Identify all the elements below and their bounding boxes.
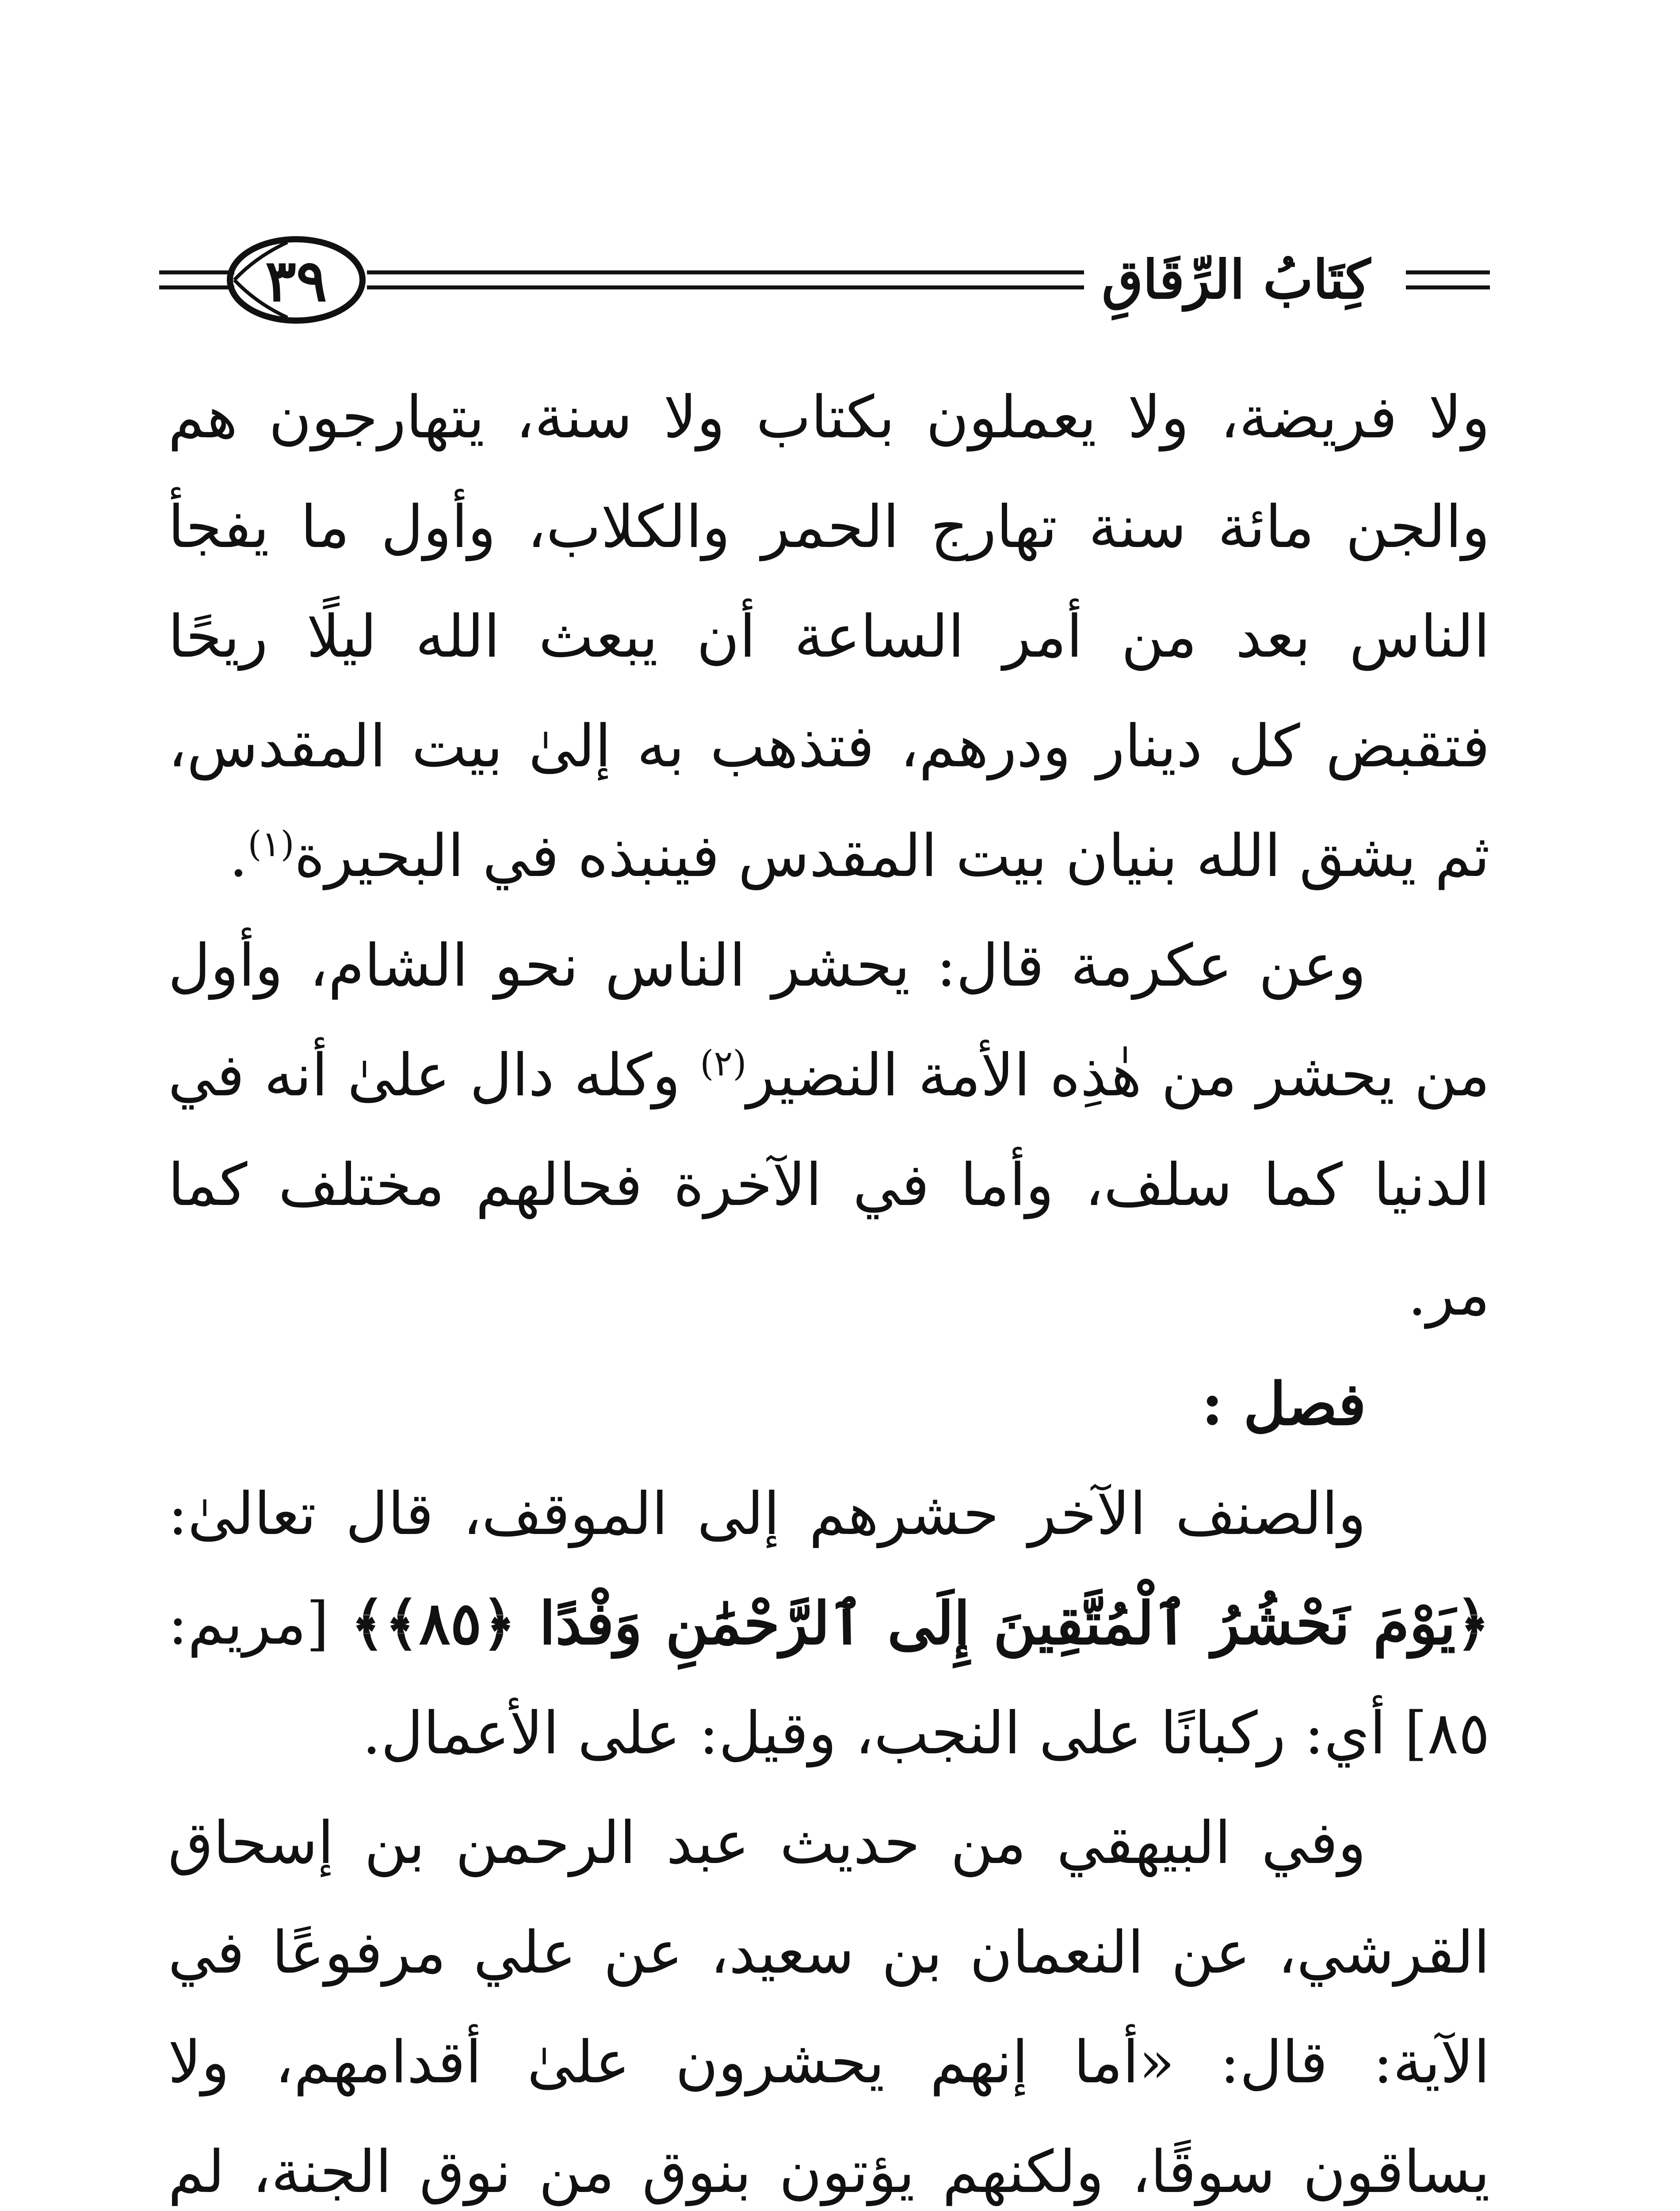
paragraph-4: وفي البيهقي من حديث عبد الرحمن بن إسحاق القرشي، عن النعمان بن سعيد، عن علي مرفوعًا في الآية: قال: «أما إنهم يحشرون علىٰ أقدامهم، ولا يساقون سوقًا، ولكنهم يؤتون بنوق من نوق الجنة، لم bbox=[168, 1809, 1490, 2206]
main-text bbox=[168, 363, 1490, 2211]
paragraph-3-text-a: والصنف الآخر حشرهم إلى الموقف، قال تعالىٰ: bbox=[168, 1480, 1366, 1548]
paragraph-1 bbox=[168, 363, 1490, 911]
paragraph-3 bbox=[168, 1459, 1490, 1788]
paragraph-2-text-a: وعن عكرمة قال: يحشر الناس نحو الشام، وأول من يحشر من هٰذِه الأمة النضير bbox=[168, 932, 1490, 1109]
running-title: كِتَابُ الرِّقَاقِ bbox=[1084, 247, 1388, 313]
page-number: ٣٩ bbox=[265, 247, 327, 314]
paragraph-2-text-b: وكله دال علىٰ أنه في الدنيا كما سلف، وأما في الآخرة فحالهم مختلف كما مر. bbox=[168, 1041, 1490, 1329]
paragraph-1-text: ولا فريضة، ولا يعملون بكتاب ولا سنة، يتهارجون هم والجن مائة سنة تهارج الحمر والكلاب، وأول ما يفجأ الناس بعد من أمر الساعة أن يبعث الله ليلًا ريحًا فتقبض كل دينار ودرهم، فتذهب به إلىٰ بيت المقدس، ثم يشق الله بنيان بيت المقدس فينبذه في البحيرة bbox=[168, 383, 1490, 890]
footnote-ref-1: (١) bbox=[248, 823, 294, 865]
section-heading-1: فصل : bbox=[1201, 1370, 1366, 1438]
quran-verse: ﴿يَوْمَ نَحْشُرُ ٱلْمُتَّقِينَ إِلَى ٱلرَّحْمَٰنِ وَفْدًا ﴿٨٥﴾﴾ bbox=[351, 1589, 1490, 1658]
footnote-ref-2: (٢) bbox=[700, 1043, 747, 1084]
page-header bbox=[159, 230, 1490, 332]
paragraph-2 bbox=[168, 911, 1490, 1350]
paragraph-1-end: . bbox=[229, 822, 248, 890]
paragraph-3-text-b: [مريم: ٨٥] أي: ركبانًا على النجب، وقيل: على الأعمال. bbox=[168, 1590, 1490, 1767]
